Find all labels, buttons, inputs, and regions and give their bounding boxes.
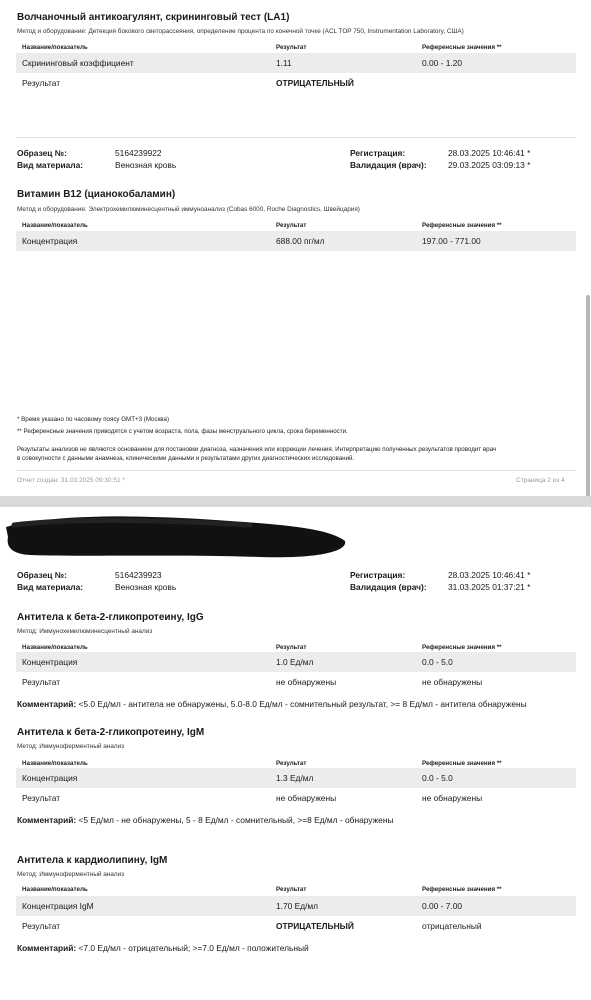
validation2-label: Валидация (врач): <box>350 582 427 592</box>
b12-row1-name: Концентрация <box>22 236 78 246</box>
validation-value: 29.03.2025 03:09:13 * <box>448 160 531 170</box>
validation-label: Валидация (врач): <box>350 160 427 170</box>
la1-row1-result: 1.11 <box>276 58 292 68</box>
igg-row2-result: не обнаружены <box>276 677 337 687</box>
igg-title: Антитела к бета-2-гликопротеину, IgG <box>17 612 204 623</box>
igm-comment <box>17 815 394 825</box>
b12-header-ref: Референсные значения ** <box>422 222 502 229</box>
material2-value: Венозная кровь <box>115 582 177 592</box>
igm-title: Антитела к бета-2-гликопротеину, IgM <box>17 727 205 738</box>
cardio-header-result: Результат <box>276 886 307 893</box>
igg-row1-ref: 0.0 - 5.0 <box>422 657 453 667</box>
report-created: Отчет создан: 31.03.2025 09:30:51 * <box>17 477 125 484</box>
igm-row2-name: Результат <box>22 793 61 803</box>
cardio-row1-name: Концентрация IgM <box>22 901 94 911</box>
igg-header-result: Результат <box>276 644 307 651</box>
page-gap <box>0 496 591 507</box>
igg-comment <box>17 699 527 709</box>
redaction-mark <box>0 507 360 562</box>
material-label: Вид материала: <box>17 160 84 170</box>
sample-no-value: 5164239922 <box>115 148 162 158</box>
cardio-row2-ref: отрицательный <box>422 921 482 931</box>
validation2-value: 31.03.2025 01:37:21 * <box>448 582 531 592</box>
la1-header-result: Результат <box>276 44 307 51</box>
b12-header-name: Название/показатель <box>22 222 88 229</box>
la1-row1-name: Скрининговый коэффициент <box>22 58 134 68</box>
cardio-title: Антитела к кардиолипину, IgM <box>17 855 168 866</box>
igg-header-name: Название/показатель <box>22 644 88 651</box>
igg-method: Метод: Иммунохемилюминесцентный анализ <box>17 628 153 635</box>
la1-row2-result: ОТРИЦАТЕЛЬНЫЙ <box>276 78 354 88</box>
la1-row1-ref: 0.00 - 1.20 <box>422 58 463 68</box>
registration-label: Регистрация: <box>350 148 406 158</box>
cardio-method: Метод: Иммуноферментный анализ <box>17 871 125 878</box>
footnote-disclaimer-2: в совокупности с данными анамнеза, клиническими данными и результатами других диагностических исследований. <box>17 455 355 462</box>
registration-value: 28.03.2025 10:46:41 * <box>448 148 531 158</box>
la1-method: Метод и оборудование: Детекция бокового светорассеяния, определение процента по конечной точке (ACL TOP 750, Instrumentation Laboratory, США) <box>17 28 464 35</box>
registration2-label: Регистрация: <box>350 570 406 580</box>
igg-row2-ref: не обнаружены <box>422 677 483 687</box>
igm-row1-name: Концентрация <box>22 773 78 783</box>
b12-header-result: Результат <box>276 222 307 229</box>
sample-no-label: Образец №: <box>17 148 67 158</box>
la1-header-name: Название/показатель <box>22 44 88 51</box>
footnote-reference: ** Референсные значения приводятся с учетом возраста, пола, фазы менструального цикла, срока беременности. <box>17 428 348 435</box>
cardio-row1-ref: 0.00 - 7.00 <box>422 901 463 911</box>
igm-row2-ref: не обнаружены <box>422 793 483 803</box>
igm-header-ref: Референсные значения ** <box>422 760 502 767</box>
igg-comment-text: <5.0 Ед/мл - антитела не обнаружены, 5.0-8.0 Ед/мл - сомнительный результат, >= 8 Ед/мл - антитела обнаружены <box>78 699 527 709</box>
igm-comment-text: <5 Ед/мл - не обнаружены, 5 - 8 Ед/мл - сомнительный, >=8 Ед/мл - обнаружены <box>78 815 394 825</box>
registration2-value: 28.03.2025 10:46:41 * <box>448 570 531 580</box>
footer-divider <box>16 470 576 471</box>
igm-header-result: Результат <box>276 760 307 767</box>
footnote-timezone: * Время указано по часовому поясу GMT+3 (Москва) <box>17 416 170 423</box>
cardio-comment-label: Комментарий: <box>17 943 77 953</box>
la1-header-ref: Референсные значения ** <box>422 44 502 51</box>
page-number: Страница 2 из 4 <box>516 477 565 484</box>
igm-row1-result: 1.3 Ед/мл <box>276 773 314 783</box>
igm-comment-label: Комментарий: <box>17 815 77 825</box>
scrollbar-thumb[interactable] <box>586 295 590 505</box>
section-divider <box>16 137 576 138</box>
cardio-header-name: Название/показатель <box>22 886 88 893</box>
igm-header-name: Название/показатель <box>22 760 88 767</box>
b12-row1-result: 688.00 пг/мл <box>276 236 325 246</box>
b12-title: Витамин B12 (цианокобаламин) <box>17 189 176 200</box>
cardio-comment-text: <7.0 Ед/мл - отрицательный; >=7.0 Ед/мл - положительный <box>78 943 309 953</box>
igm-row1-ref: 0.0 - 5.0 <box>422 773 453 783</box>
cardio-row2-name: Результат <box>22 921 61 931</box>
igg-row1-name: Концентрация <box>22 657 78 667</box>
igm-method: Метод: Иммуноферментный анализ <box>17 743 125 750</box>
sample2-no-label: Образец №: <box>17 570 67 580</box>
material2-label: Вид материала: <box>17 582 84 592</box>
sample2-no-value: 5164239923 <box>115 570 162 580</box>
la1-title: Волчаночный антикоагулянт, скрининговый тест (LA1) <box>17 12 290 23</box>
igm-row2-result: не обнаружены <box>276 793 337 803</box>
igg-row1-result: 1.0 Ед/мл <box>276 657 314 667</box>
igg-comment-label: Комментарий: <box>17 699 77 709</box>
cardio-row2-result: ОТРИЦАТЕЛЬНЫЙ <box>276 921 354 931</box>
b12-method: Метод и оборудование: Электрохемилюминесцентный иммуноанализ (Cobas 6000, Roche Diagnostics, Швейцария) <box>17 206 360 213</box>
cardio-comment <box>17 943 309 953</box>
cardio-row1-result: 1.70 Ед/мл <box>276 901 319 911</box>
footnote-disclaimer-1: Результаты анализов не являются основанием для постановки диагноза, назначения или коррекции лечения. Интерпретацию полученных результатов проводит врач <box>17 446 497 453</box>
b12-row1-ref: 197.00 - 771.00 <box>422 236 481 246</box>
igg-header-ref: Референсные значения ** <box>422 644 502 651</box>
igg-row2-name: Результат <box>22 677 61 687</box>
material-value: Венозная кровь <box>115 160 177 170</box>
cardio-header-ref: Референсные значения ** <box>422 886 502 893</box>
la1-row2-name: Результат <box>22 78 61 88</box>
